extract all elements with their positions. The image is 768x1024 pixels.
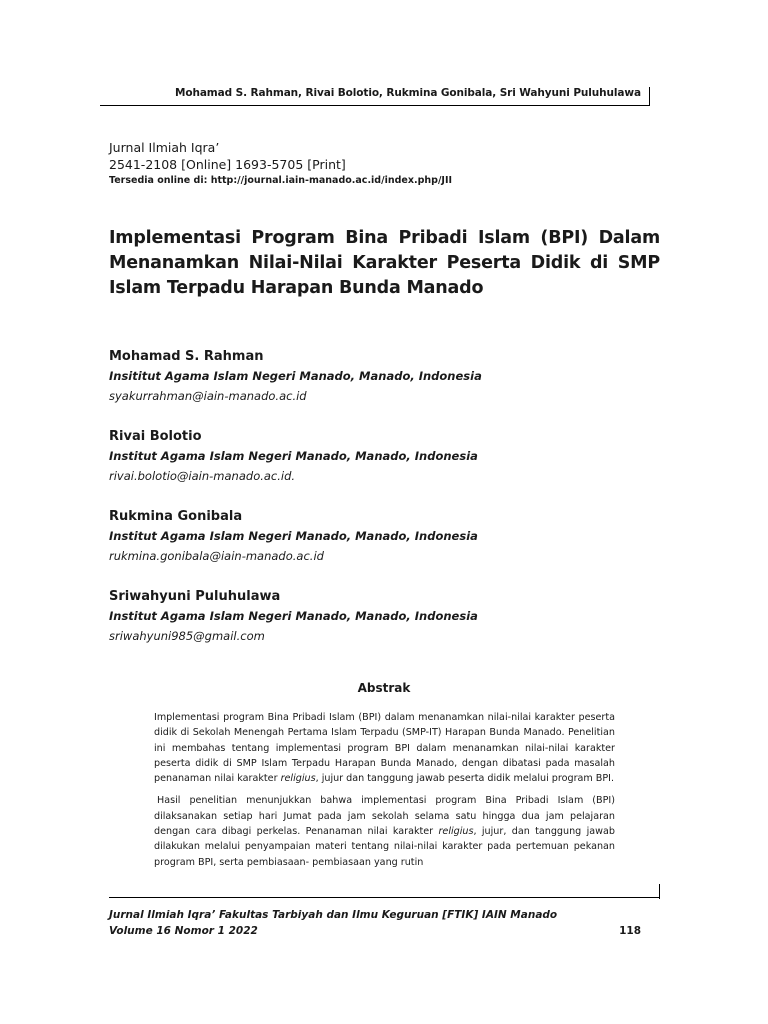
author-entry — [109, 347, 669, 427]
author-affiliation: Institut Agama Islam Negeri Manado, Manado, Indonesia — [109, 449, 478, 463]
running-header — [100, 87, 650, 106]
author-name: Rivai Bolotio — [109, 429, 202, 444]
author-email: rukmina.gonibala@iain-manado.ac.id — [109, 549, 324, 563]
journal-issn: 2541-2108 [Online] 1693-5705 [Print] — [109, 157, 346, 172]
abstract-text: , jujur dan tanggung jawab peserta didik melalui program BPI. — [315, 773, 615, 785]
article-title: Implementasi Program Bina Pribadi Islam (BPI) Dalam Menanamkan Nilai-Nilai Karakter Peserta Didik di SMP Islam Terpadu Harapan Bunda Manado — [109, 228, 660, 298]
footer-divider — [659, 884, 660, 899]
author-email: rivai.bolotio@iain-manado.ac.id. — [109, 469, 296, 483]
running-header-authors: Mohamad S. Rahman, Rivai Bolotio, Rukmina Gonibala, Sri Wahyuni Puluhulawa — [174, 87, 641, 99]
abstract-italic-term: religius — [438, 826, 474, 838]
abstract-paragraph-1 — [154, 710, 615, 786]
author-list — [109, 347, 669, 667]
abstract-text: Hasil penelitian menunjukkan bahwa implementasi program Bina Pribadi Islam (BPI) dilaksanakan setiap hari Jumat pada jam sekolah selama satu hingga dua jam pelajaran dengan cara dibagi perkelas. Penanaman nilai karakter — [154, 795, 615, 838]
abstract-text: , jujur, dan tanggung jawab dilakukan melalui penyampaian materi tentang nilai-nilai karakter pada pertemuan pekanan program BPI, serta pembiasaan- pembiasaan yang rutin — [154, 826, 615, 868]
author-email: sriwahyuni985@gmail.com — [109, 629, 265, 643]
author-affiliation: Insititut Agama Islam Negeri Manado, Manado, Indonesia — [109, 369, 482, 383]
abstract-text: Implementasi program Bina Pribadi Islam (BPI) dalam menanamkan nilai-nilai karakter peserta didik di Sekolah Menengah Pertama Islam Terpadu (SMP-IT) Harapan Bunda Manado. Penelitian ini membahas tentang implementasi program BPI dalam menanamkan nilai-nilai karakter peserta didik di SMP Islam Terpadu Harapan Bunda Manado, dengan dibatasi pada masalah penanaman nilai karakter — [154, 712, 615, 785]
author-affiliation: Institut Agama Islam Negeri Manado, Manado, Indonesia — [109, 529, 478, 543]
author-entry — [109, 587, 669, 667]
author-affiliation: Institut Agama Islam Negeri Manado, Manado, Indonesia — [109, 609, 478, 623]
journal-info — [109, 139, 669, 187]
page-footer — [109, 897, 660, 937]
author-entry — [109, 507, 669, 587]
journal-name: Jurnal Ilmiah Iqra’ — [109, 140, 220, 155]
abstract-paragraph-2 — [154, 793, 615, 869]
abstract-heading: Abstrak — [357, 681, 411, 695]
author-name: Mohamad S. Rahman — [109, 349, 264, 364]
author-email: syakurrahman@iain-manado.ac.id — [109, 389, 307, 403]
abstract-italic-term: religius — [280, 773, 316, 785]
page-number: 118 — [619, 925, 641, 937]
running-header-divider — [649, 87, 650, 105]
journal-availability: Tersedia online di: http://journal.iain-manado.ac.id/index.php/JII — [109, 175, 453, 186]
footer-volume-line: Volume 16 Nomor 1 2022 — [109, 925, 258, 937]
author-entry — [109, 427, 669, 507]
abstract-body — [154, 710, 615, 877]
footer-journal-line: Jurnal Ilmiah Iqra’ Fakultas Tarbiyah dan Ilmu Keguruan [FTIK] IAIN Manado — [109, 909, 558, 921]
author-name: Rukmina Gonibala — [109, 509, 243, 524]
author-name: Sriwahyuni Puluhulawa — [109, 589, 281, 604]
